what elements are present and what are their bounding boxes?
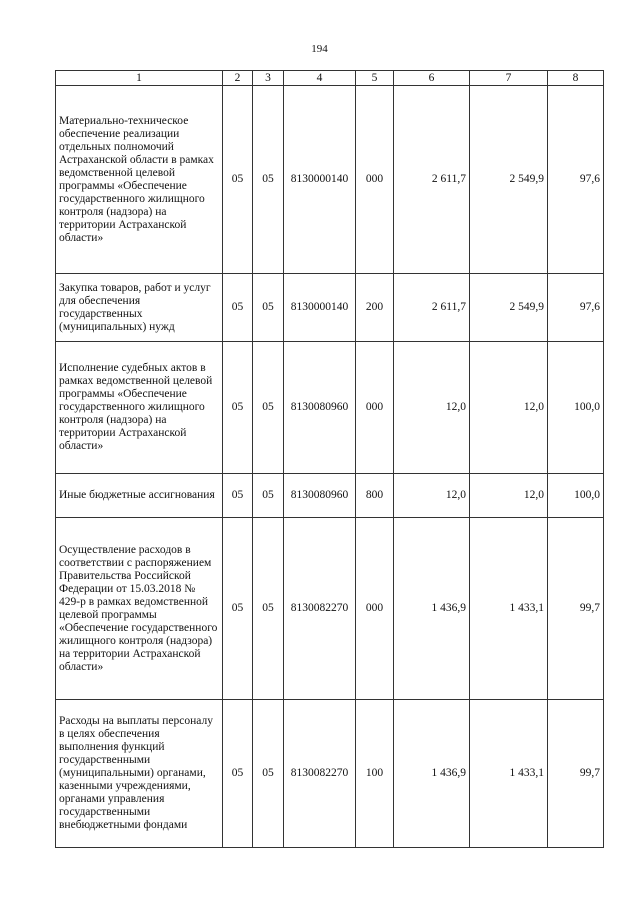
cell-executed: 2 549,9 bbox=[470, 86, 548, 274]
cell-expense-type: 100 bbox=[356, 700, 394, 848]
table-row bbox=[56, 700, 604, 848]
table-row bbox=[56, 274, 604, 342]
row-name: Осуществление расходов в соответствии с распоряжением Правительства Российской Федерации от 15.03.2018 № 429-р в рамках ведомственной целевой программы «Обеспечение государственного жилищного контроля (надзора) на территории Астраханской области» bbox=[56, 518, 223, 700]
cell-planned: 2 611,7 bbox=[394, 86, 470, 274]
page-number: 194 bbox=[311, 43, 328, 55]
cell-target-article: 8130082270 bbox=[284, 700, 356, 848]
cell-percent: 99,7 bbox=[548, 518, 604, 700]
column-header: 8 bbox=[548, 71, 604, 86]
cell-section: 05 bbox=[223, 274, 253, 342]
cell-expense-type: 200 bbox=[356, 274, 394, 342]
row-name: Расходы на выплаты персоналу в целях обеспечения выполнения функций государственными (муниципальными) органами, казенными учреждениями, органами управления государственными внебюджетными фондами bbox=[56, 700, 223, 848]
cell-subsection: 05 bbox=[253, 700, 284, 848]
cell-planned: 1 436,9 bbox=[394, 518, 470, 700]
cell-target-article: 8130080960 bbox=[284, 474, 356, 518]
budget-table bbox=[55, 70, 604, 848]
column-header: 5 bbox=[356, 71, 394, 86]
cell-subsection: 05 bbox=[253, 86, 284, 274]
table-row bbox=[56, 474, 604, 518]
cell-executed: 12,0 bbox=[470, 342, 548, 474]
cell-expense-type: 000 bbox=[356, 518, 394, 700]
column-header: 4 bbox=[284, 71, 356, 86]
cell-target-article: 8130082270 bbox=[284, 518, 356, 700]
column-header: 2 bbox=[223, 71, 253, 86]
cell-planned: 12,0 bbox=[394, 474, 470, 518]
cell-percent: 97,6 bbox=[548, 274, 604, 342]
cell-percent: 100,0 bbox=[548, 474, 604, 518]
cell-planned: 12,0 bbox=[394, 342, 470, 474]
cell-section: 05 bbox=[223, 700, 253, 848]
cell-section: 05 bbox=[223, 474, 253, 518]
column-header: 3 bbox=[253, 71, 284, 86]
cell-percent: 100,0 bbox=[548, 342, 604, 474]
cell-planned: 1 436,9 bbox=[394, 700, 470, 848]
cell-executed: 2 549,9 bbox=[470, 274, 548, 342]
column-header: 7 bbox=[470, 71, 548, 86]
cell-planned: 2 611,7 bbox=[394, 274, 470, 342]
cell-section: 05 bbox=[223, 342, 253, 474]
cell-target-article: 8130080960 bbox=[284, 342, 356, 474]
table-row bbox=[56, 342, 604, 474]
cell-expense-type: 000 bbox=[356, 342, 394, 474]
cell-subsection: 05 bbox=[253, 342, 284, 474]
cell-expense-type: 800 bbox=[356, 474, 394, 518]
row-name: Закупка товаров, работ и услуг для обеспечения государственных (муниципальных) нужд bbox=[56, 274, 223, 342]
column-header: 1 bbox=[56, 71, 223, 86]
cell-target-article: 8130000140 bbox=[284, 86, 356, 274]
column-header: 6 bbox=[394, 71, 470, 86]
cell-executed: 1 433,1 bbox=[470, 700, 548, 848]
table-row bbox=[56, 86, 604, 274]
cell-subsection: 05 bbox=[253, 474, 284, 518]
row-name: Иные бюджетные ассигнования bbox=[56, 474, 223, 518]
cell-section: 05 bbox=[223, 86, 253, 274]
table-row bbox=[56, 518, 604, 700]
row-name: Материально-техническое обеспечение реализации отдельных полномочий Астраханской области в рамках ведомственной целевой программы «Обеспечение государственного жилищного контроля (надзора) на территории Астраханской области» bbox=[56, 86, 223, 274]
cell-target-article: 8130000140 bbox=[284, 274, 356, 342]
row-name: Исполнение судебных актов в рамках ведомственной целевой программы «Обеспечение государственного жилищного контроля (надзора) на территории Астраханской области» bbox=[56, 342, 223, 474]
cell-subsection: 05 bbox=[253, 518, 284, 700]
cell-section: 05 bbox=[223, 518, 253, 700]
cell-executed: 1 433,1 bbox=[470, 518, 548, 700]
cell-percent: 97,6 bbox=[548, 86, 604, 274]
table-header-row bbox=[56, 71, 604, 86]
cell-percent: 99,7 bbox=[548, 700, 604, 848]
cell-expense-type: 000 bbox=[356, 86, 394, 274]
cell-subsection: 05 bbox=[253, 274, 284, 342]
cell-executed: 12,0 bbox=[470, 474, 548, 518]
